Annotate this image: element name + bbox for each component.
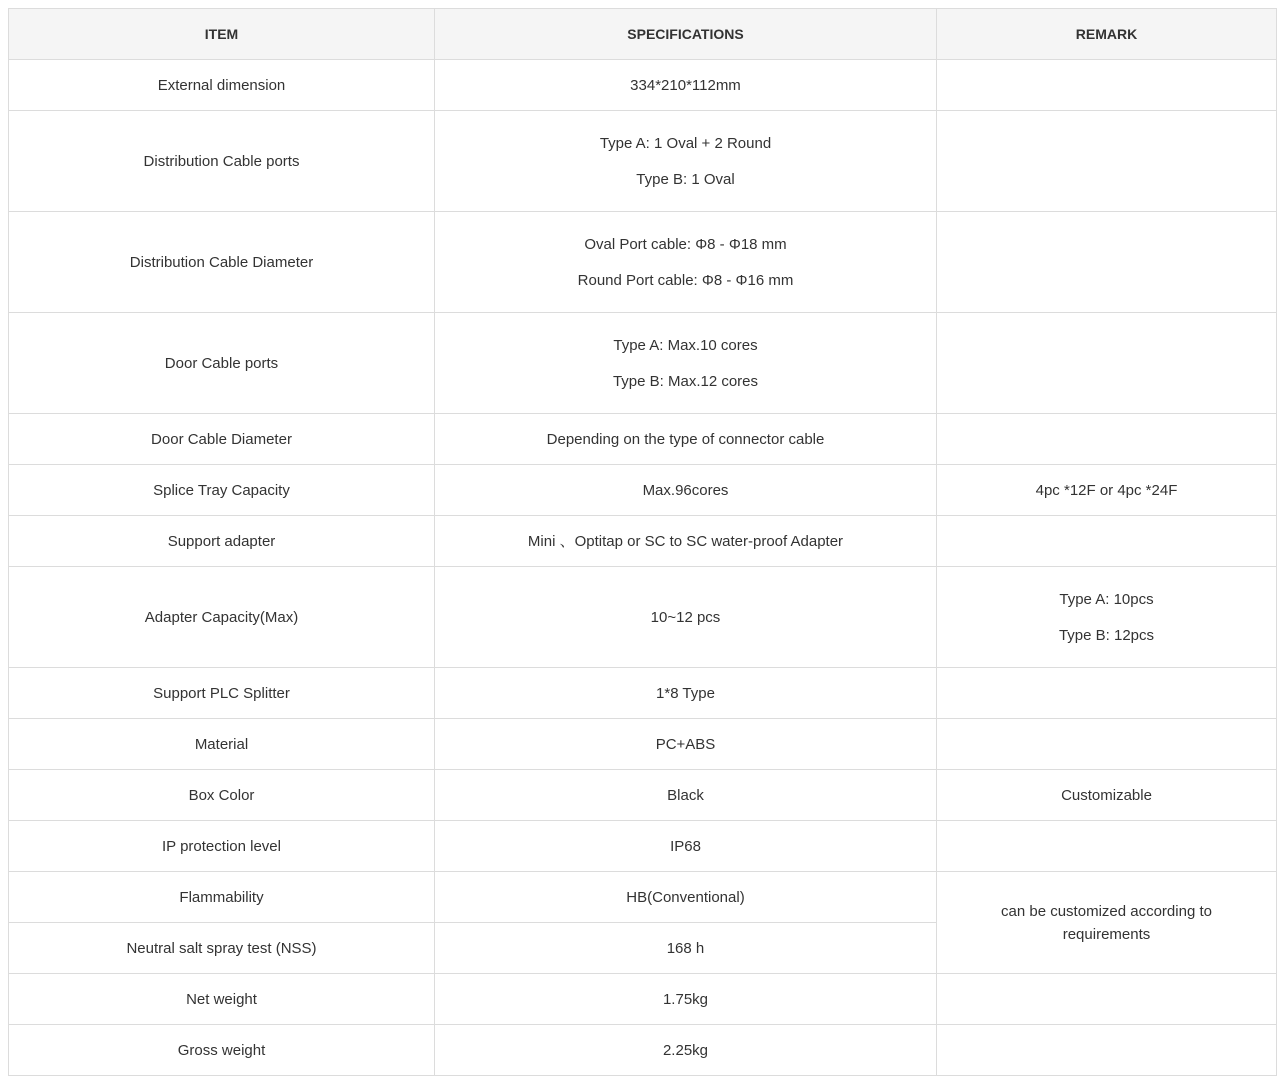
specification-cell (435, 719, 937, 770)
table-row (9, 770, 1277, 821)
item-cell: External dimension (9, 60, 435, 111)
remark-cell (937, 414, 1277, 465)
specification-cell (435, 821, 937, 872)
remark-cell (937, 719, 1277, 770)
item-cell: IP protection level (9, 821, 435, 872)
remark-cell (937, 212, 1277, 313)
table-row (9, 60, 1277, 111)
table-row (9, 414, 1277, 465)
specification-line: IP68 (670, 837, 701, 855)
specification-line: Type B: 1 Oval (636, 170, 735, 188)
specification-cell (435, 872, 937, 923)
item-cell: Gross weight (9, 1025, 435, 1076)
specification-cell (435, 212, 937, 313)
table-row (9, 465, 1277, 516)
specification-cell (435, 923, 937, 974)
specification-cell (435, 668, 937, 719)
table-row (9, 313, 1277, 414)
remark-cell (937, 465, 1277, 516)
remark-cell (937, 111, 1277, 212)
item-cell: Distribution Cable ports (9, 111, 435, 212)
header-item: ITEM (9, 9, 435, 60)
item-cell: Material (9, 719, 435, 770)
remark-cell (937, 567, 1277, 668)
remark-line: Type A: 10pcs (1059, 590, 1154, 608)
remark-cell (937, 60, 1277, 111)
specification-cell (435, 1025, 937, 1076)
specification-line: 2.25kg (662, 1041, 709, 1059)
remark-cell (937, 974, 1277, 1025)
specification-line: Black (667, 786, 704, 804)
remark-cell (937, 821, 1277, 872)
specification-cell (435, 111, 937, 212)
specification-table (8, 8, 1277, 1076)
remark-line: can be customized according to requirements (1001, 902, 1212, 943)
specification-line: Round Port cable: Φ8 - Φ16 mm (577, 271, 794, 289)
table-row (9, 668, 1277, 719)
specification-line: 168 h (666, 939, 705, 957)
table-row (9, 516, 1277, 567)
specification-cell (435, 60, 937, 111)
item-cell: Door Cable Diameter (9, 414, 435, 465)
item-cell: Box Color (9, 770, 435, 821)
specification-line: Type B: Max.12 cores (612, 372, 759, 390)
remark-cell (937, 770, 1277, 821)
specification-cell (435, 465, 937, 516)
spec-table-container (8, 8, 1276, 1076)
item-cell: Support PLC Splitter (9, 668, 435, 719)
table-body (9, 60, 1277, 1076)
specification-line: Mini 、Optitap or SC to SC water-proof Adapter (527, 532, 844, 550)
item-cell: Adapter Capacity(Max) (9, 567, 435, 668)
specification-line: HB(Conventional) (626, 888, 745, 906)
specification-cell (435, 567, 937, 668)
item-cell: Distribution Cable Diameter (9, 212, 435, 313)
item-cell: Net weight (9, 974, 435, 1025)
table-row (9, 821, 1277, 872)
header-remark: REMARK (937, 9, 1277, 60)
specification-cell (435, 516, 937, 567)
remark-cell (937, 313, 1277, 414)
specification-cell (435, 313, 937, 414)
remark-line: Customizable (1061, 786, 1152, 804)
specification-line: Max.96cores (642, 481, 729, 499)
item-cell: Support adapter (9, 516, 435, 567)
specification-line: Depending on the type of connector cable (546, 430, 825, 448)
specification-cell (435, 974, 937, 1025)
item-cell: Splice Tray Capacity (9, 465, 435, 516)
specification-line: Type A: 1 Oval + 2 Round (599, 134, 772, 152)
remark-line: 4pc *12F or 4pc *24F (1035, 481, 1178, 499)
specification-line: PC+ABS (655, 735, 716, 753)
specification-line: 334*210*112mm (630, 76, 741, 94)
specification-line: 10~12 pcs (650, 608, 721, 626)
remark-cell (937, 516, 1277, 567)
table-header (9, 9, 1277, 60)
specification-line: Oval Port cable: Φ8 - Φ18 mm (584, 235, 787, 253)
header-row (9, 9, 1277, 60)
specification-line: 1.75kg (662, 990, 709, 1008)
remark-cell (937, 872, 1277, 974)
table-row (9, 719, 1277, 770)
table-row (9, 212, 1277, 313)
table-row (9, 567, 1277, 668)
specification-cell (435, 414, 937, 465)
specification-cell (435, 770, 937, 821)
remark-cell (937, 668, 1277, 719)
item-cell: Flammability (9, 872, 435, 923)
specification-line: Type A: Max.10 cores (613, 336, 758, 354)
remark-line: Type B: 12pcs (1058, 626, 1155, 644)
table-row (9, 111, 1277, 212)
header-specifications: SPECIFICATIONS (435, 9, 937, 60)
specification-line: 1*8 Type (656, 684, 715, 702)
table-row (9, 974, 1277, 1025)
item-cell: Neutral salt spray test (NSS) (9, 923, 435, 974)
table-row (9, 872, 1277, 923)
remark-cell (937, 1025, 1277, 1076)
item-cell: Door Cable ports (9, 313, 435, 414)
table-row (9, 1025, 1277, 1076)
